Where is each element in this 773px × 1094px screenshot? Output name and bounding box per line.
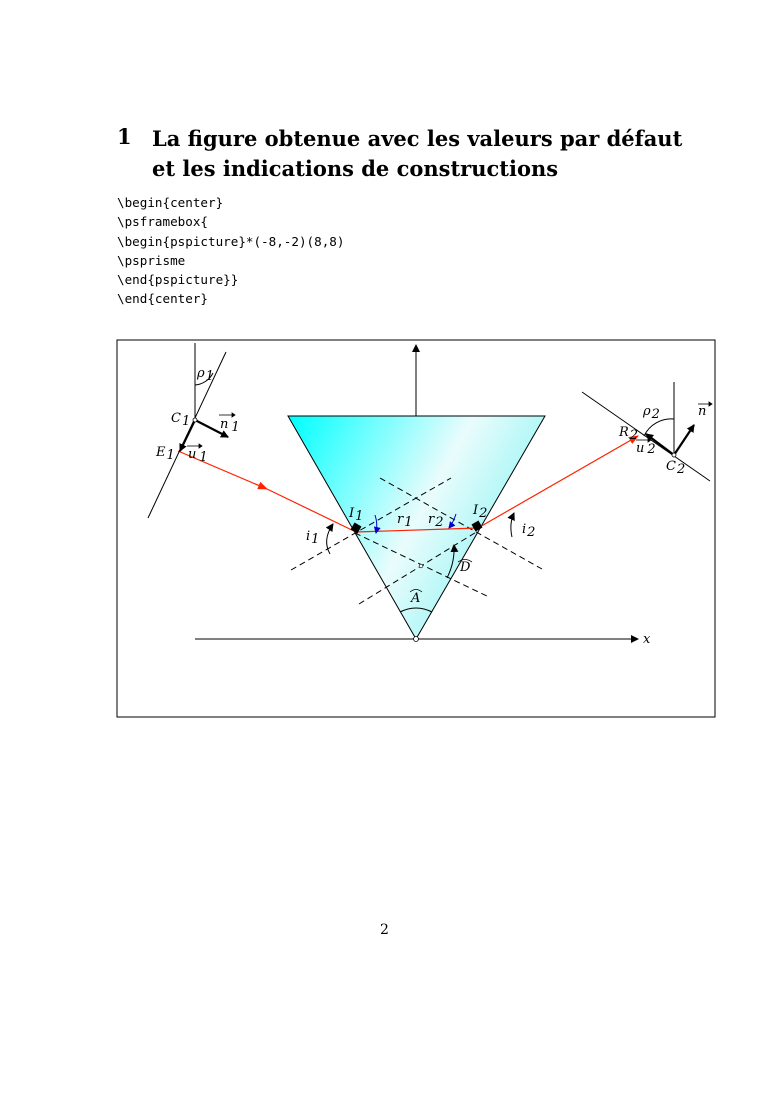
vector-n: [674, 425, 694, 455]
label-R2: R2: [619, 425, 639, 443]
code-line: \psprisme: [117, 252, 186, 268]
label-i1: i1: [306, 529, 320, 547]
label-rho2: ρ2: [643, 404, 660, 422]
apex-point: [414, 637, 419, 642]
label-r1: r1: [397, 512, 413, 530]
point-C2: [672, 453, 676, 457]
code-line: \end{center}: [117, 291, 208, 307]
page-number: 2: [380, 922, 389, 938]
label-C1: C1: [171, 411, 191, 429]
label-I1: I1: [349, 506, 364, 524]
label-E1: E1: [156, 445, 175, 463]
label-D: D: [460, 560, 471, 575]
label-C2: C2: [666, 459, 686, 477]
code-line: \begin{pspicture}*(-8,-2)(8,8): [117, 233, 345, 249]
point-C1: [193, 418, 197, 422]
section-title: La figure obtenue avec les valeurs par défaut et les indications de constructions: [152, 126, 683, 181]
label-n: n: [698, 404, 707, 419]
label-n1: n 1: [220, 417, 240, 435]
code-line: \end{pspicture}}: [117, 272, 239, 288]
label-I2: I2: [473, 503, 488, 521]
angle-i1-arc: [327, 524, 333, 554]
section-number: 1: [117, 124, 132, 149]
label-r2: r2: [428, 512, 444, 530]
label-u2: u 2: [636, 441, 656, 457]
label-u1: u 1: [188, 447, 208, 465]
label-i2: i2: [522, 522, 536, 540]
label-x: x: [643, 632, 651, 647]
angle-i2-arc: [511, 513, 514, 537]
intersection-point: [419, 564, 423, 568]
code-line: \psframebox{: [117, 214, 208, 230]
label-rho1: ρ1: [197, 366, 214, 384]
code-line: \begin{center}: [117, 195, 224, 210]
label-A: A: [411, 591, 421, 606]
